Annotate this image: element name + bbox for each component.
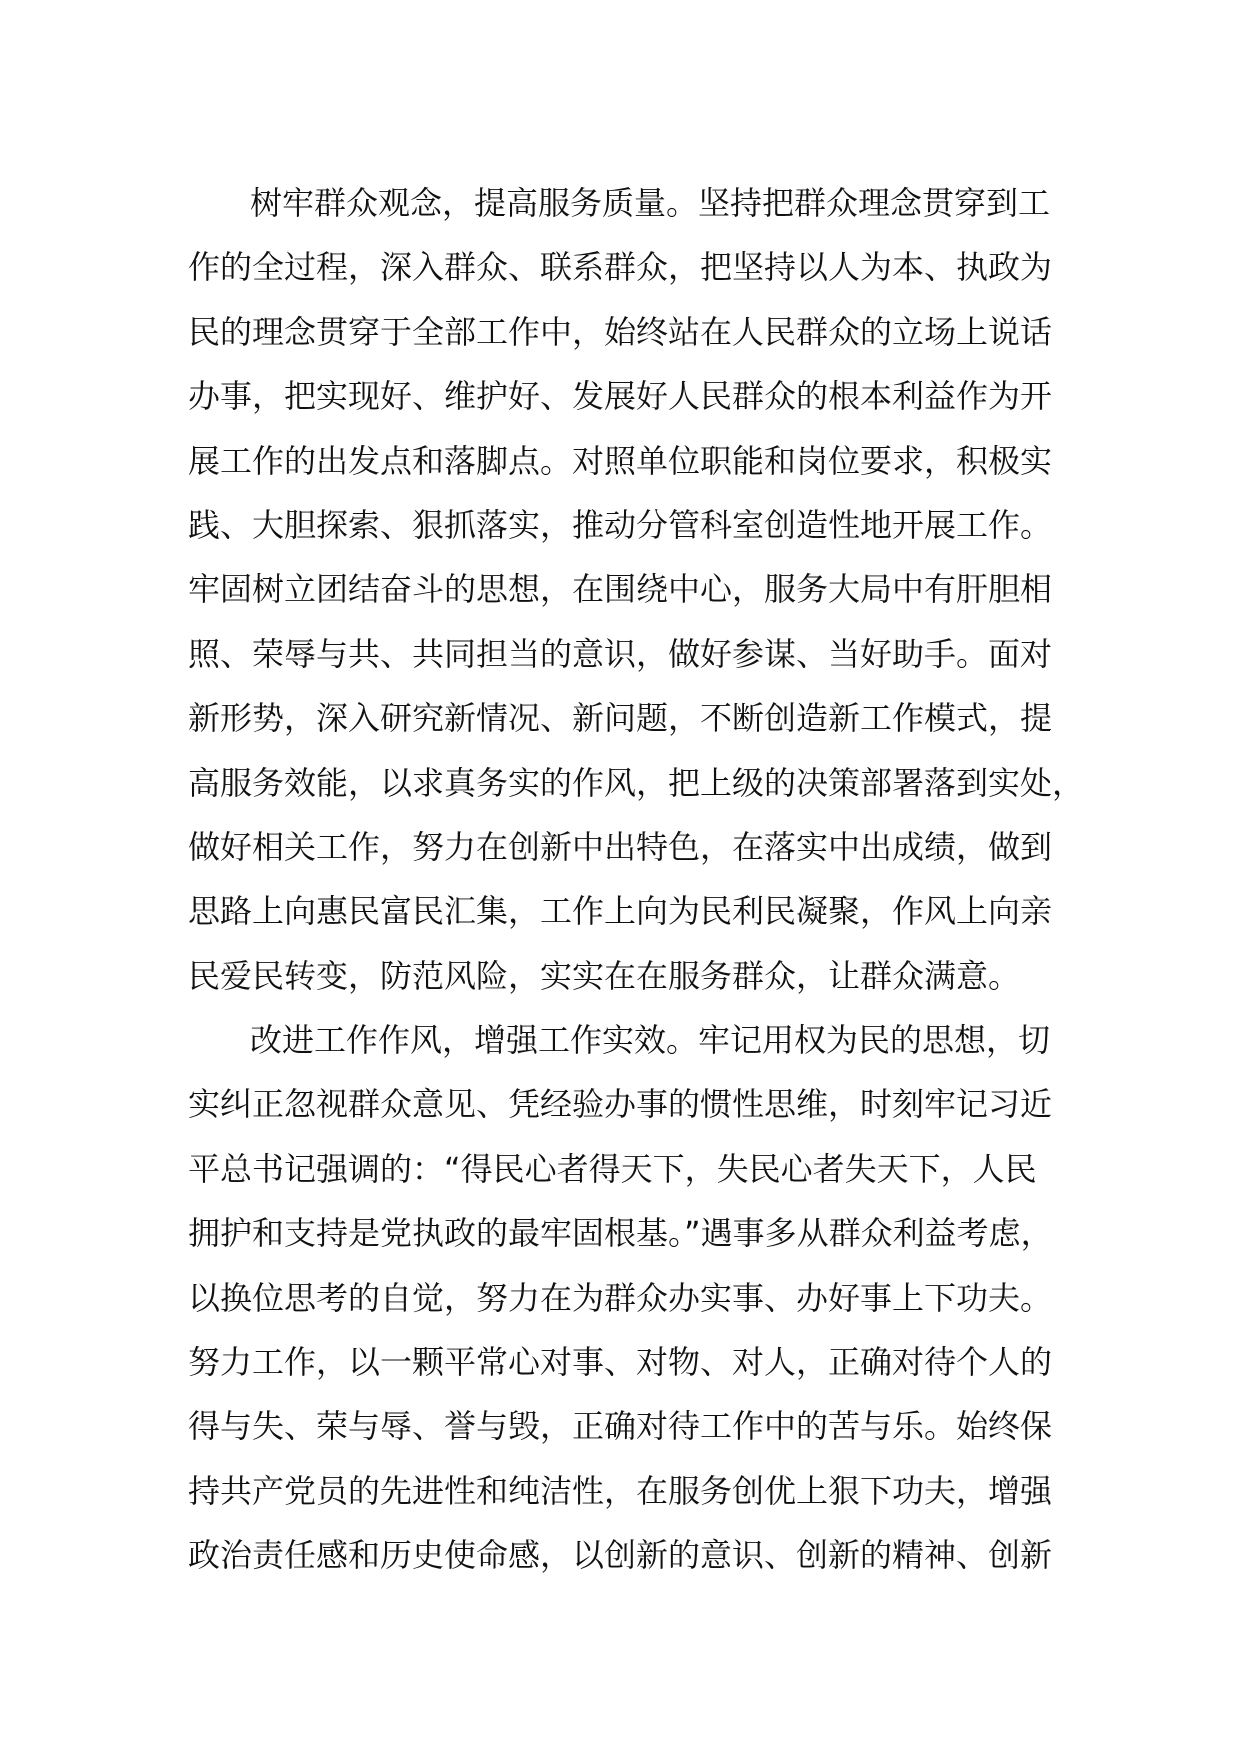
text-line: 做好相关工作，努力在创新中出特色，在落实中出成绩，做到 — [188, 827, 1053, 866]
text-line: 民爱民转变，防范风险，实实在在服务群众，让群众满意。 — [188, 956, 1021, 995]
text-line: 拥护和支持是党执政的最牢固根基。”遇事多从群众利益考虑， — [188, 1214, 1053, 1253]
text-line: 民的理念贯穿于全部工作中，始终站在人民群众的立场上说话 — [188, 312, 1053, 351]
text-line: 高服务效能，以求真务实的作风，把上级的决策部署落到实处， — [188, 763, 1085, 802]
paragraph-2 — [188, 557, 1088, 1008]
text-line: 努力工作，以一颗平常心对事、对物、对人，正确对待个人的 — [188, 1343, 1053, 1382]
document-body — [188, 171, 1088, 1588]
text-line: 新形势，深入研究新情况、新问题，不断创造新工作模式，提 — [188, 699, 1053, 738]
text-line: 以换位思考的自觉，努力在为群众办实事、办好事上下功夫。 — [188, 1278, 1053, 1317]
text-line: 树牢群众观念，提高服务质量。坚持把群众理念贯穿到工 — [250, 184, 1051, 222]
text-line: 践、大胆探索、狠抓落实，推动分管科室创造性地开展工作。 — [188, 505, 1053, 544]
paragraph-3 — [188, 1008, 1088, 1330]
paragraph-4 — [188, 1330, 1088, 1588]
text-line: 改进工作作风，增强工作实效。牢记用权为民的思想，切 — [250, 1021, 1051, 1060]
text-line: 作的全过程，深入群众、联系群众，把坚持以人为本、执政为 — [188, 248, 1053, 287]
text-line: 思路上向惠民富民汇集，工作上向为民利民凝聚，作风上向亲 — [188, 892, 1053, 931]
text-line: 展工作的出发点和落脚点。对照单位职能和岗位要求，积极实 — [188, 441, 1053, 480]
paragraph-1 — [188, 171, 1088, 557]
text-line: 照、荣辱与共、共同担当的意识，做好参谋、当好助手。面对 — [188, 634, 1053, 673]
text-line: 办事，把实现好、维护好、发展好人民群众的根本利益作为开 — [188, 377, 1053, 416]
text-line: 牢固树立团结奋斗的思想，在围绕中心，服务大局中有肝胆相 — [188, 570, 1053, 609]
text-line: 政治责任感和历史使命感，以创新的意识、创新的精神、创新 — [188, 1536, 1053, 1575]
text-line: 平总书记强调的：“得民心者得天下，失民心者失天下，人民 — [188, 1149, 1037, 1188]
text-line: 实纠正忽视群众意见、凭经验办事的惯性思维，时刻牢记习近 — [188, 1085, 1053, 1124]
text-line: 得与失、荣与辱、誉与毁，正确对待工作中的苦与乐。始终保 — [188, 1407, 1053, 1446]
text-line: 持共产党员的先进性和纯洁性，在服务创优上狠下功夫，增强 — [188, 1471, 1053, 1510]
